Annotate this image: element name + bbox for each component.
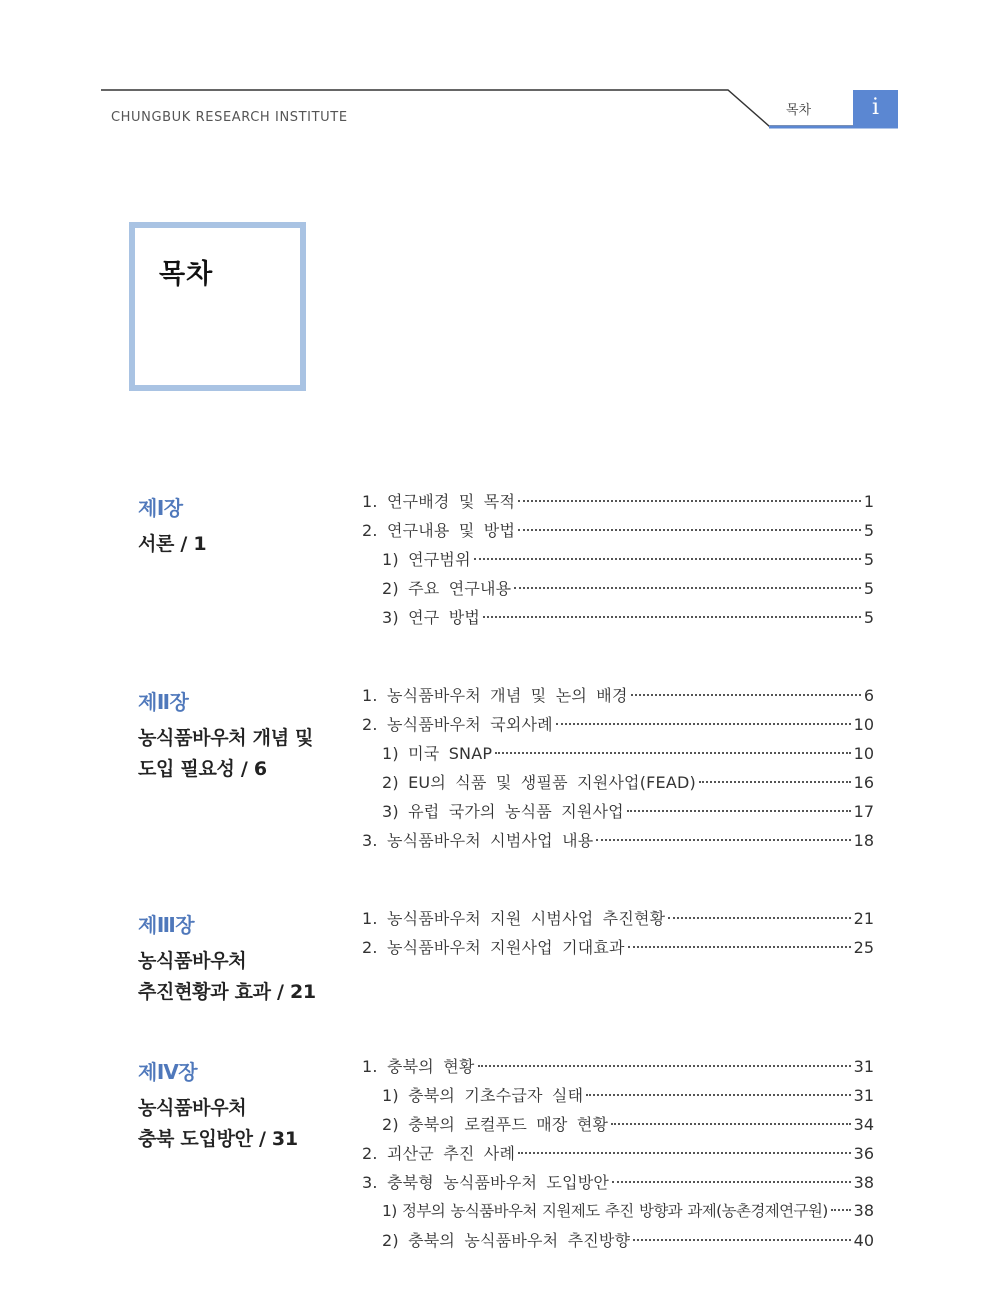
toc-entry-page: 10 bbox=[853, 744, 874, 763]
toc-entry-page: 38 bbox=[853, 1201, 874, 1220]
toc-subentry[interactable] bbox=[362, 1112, 874, 1141]
dot-leader bbox=[631, 694, 861, 696]
header-section-label: 목차 bbox=[786, 103, 812, 118]
toc-subentry[interactable] bbox=[362, 1083, 874, 1112]
chapter-heading bbox=[138, 1056, 348, 1155]
toc-subentry[interactable] bbox=[362, 576, 874, 605]
page-number-badge: i bbox=[853, 90, 898, 127]
dot-leader bbox=[831, 1209, 851, 1211]
toc-entry[interactable] bbox=[362, 1170, 874, 1199]
chapter-heading bbox=[138, 909, 348, 1008]
chapter-number: 제Ⅱ장 bbox=[138, 690, 189, 714]
chapter-number: 제Ⅳ장 bbox=[138, 1060, 198, 1084]
dot-leader bbox=[518, 529, 861, 531]
toc-entry-text: 1) 연구범위 bbox=[382, 550, 471, 569]
toc-entry-text: 1. 충북의 현황 bbox=[362, 1057, 475, 1076]
toc-entry-page: 1 bbox=[863, 492, 874, 511]
toc-subentry[interactable] bbox=[362, 605, 874, 634]
toc-entry-text: 3) 유럽 국가의 농식품 지원사업 bbox=[382, 802, 624, 821]
chapter-title: 서론 / 1 bbox=[138, 533, 207, 555]
toc-list bbox=[362, 489, 874, 634]
chapter-title-line: 농식품바우처 개념 및 bbox=[138, 727, 314, 749]
toc-entry[interactable] bbox=[362, 1141, 874, 1170]
chapter-title-line: 농식품바우처 bbox=[138, 1097, 247, 1119]
title-box bbox=[129, 222, 306, 391]
toc-subentry[interactable] bbox=[362, 1228, 874, 1257]
toc-subentry[interactable] bbox=[362, 770, 874, 799]
toc-subentry[interactable] bbox=[362, 547, 874, 576]
chapter-heading bbox=[138, 686, 348, 785]
toc-entry[interactable] bbox=[362, 935, 874, 964]
toc-entry-page: 6 bbox=[863, 686, 874, 705]
toc-entry-page: 10 bbox=[853, 715, 874, 734]
toc-entry-text: 2) EU의 식품 및 생필품 지원사업(FEAD) bbox=[382, 773, 696, 792]
toc-entry-text: 1. 연구배경 및 목적 bbox=[362, 492, 516, 511]
dot-leader bbox=[611, 1123, 850, 1125]
toc-entry[interactable] bbox=[362, 828, 874, 857]
toc-entry-text: 2) 충북의 로컬푸드 매장 현황 bbox=[382, 1115, 609, 1134]
chapter-title-line: 충북 도입방안 / 31 bbox=[138, 1128, 298, 1150]
toc-entry-text: 2. 농식품바우처 국외사례 bbox=[362, 715, 553, 734]
toc-entry-page: 36 bbox=[853, 1144, 874, 1163]
dot-leader bbox=[518, 1152, 851, 1154]
toc-entry[interactable] bbox=[362, 712, 874, 741]
toc-entry-page: 17 bbox=[853, 802, 874, 821]
page-title: 목차 bbox=[159, 259, 214, 290]
dot-leader bbox=[474, 558, 861, 560]
toc-list bbox=[362, 1054, 874, 1257]
dot-leader bbox=[668, 917, 850, 919]
toc-subentry[interactable] bbox=[362, 741, 874, 770]
toc-entry-text: 1. 농식품바우처 개념 및 논의 배경 bbox=[362, 686, 628, 705]
dot-leader bbox=[628, 946, 851, 948]
toc-entry-page: 34 bbox=[853, 1115, 874, 1134]
toc-entry-text: 2. 연구내용 및 방법 bbox=[362, 521, 516, 540]
toc-entry-page: 21 bbox=[853, 909, 874, 928]
dot-leader bbox=[699, 781, 851, 783]
toc-entry-text: 2) 주요 연구내용 bbox=[382, 579, 512, 598]
toc-entry[interactable] bbox=[362, 518, 874, 547]
chapter-heading bbox=[138, 492, 348, 560]
toc-list bbox=[362, 906, 874, 964]
dot-leader bbox=[596, 839, 850, 841]
chapter-title-line: 추진현황과 효과 / 21 bbox=[138, 981, 316, 1003]
toc-entry-text: 3) 연구 방법 bbox=[382, 608, 481, 627]
toc-entry-text: 1. 농식품바우처 지원 시범사업 추진현황 bbox=[362, 909, 666, 928]
toc-entry-page: 40 bbox=[853, 1231, 874, 1250]
toc-entry-text: 1) 미국 SNAP bbox=[382, 744, 493, 763]
dot-leader bbox=[514, 587, 860, 589]
toc-entry-text: 3. 농식품바우처 시범사업 내용 bbox=[362, 831, 594, 850]
chapter-number: 제Ⅲ장 bbox=[138, 913, 195, 937]
toc-entry[interactable] bbox=[362, 683, 874, 712]
toc-entry-page: 5 bbox=[863, 550, 874, 569]
toc-entry-page: 18 bbox=[853, 831, 874, 850]
toc-entry-page: 31 bbox=[853, 1057, 874, 1076]
toc-entry[interactable] bbox=[362, 1054, 874, 1083]
toc-subentry[interactable] bbox=[362, 799, 874, 828]
toc-entry-page: 5 bbox=[863, 521, 874, 540]
dot-leader bbox=[612, 1181, 851, 1183]
chapter-number: 제Ⅰ장 bbox=[138, 496, 183, 520]
toc-entry[interactable] bbox=[362, 906, 874, 935]
toc-entry-page: 38 bbox=[853, 1173, 874, 1192]
chapter-title-line: 농식품바우처 bbox=[138, 950, 247, 972]
toc-entry-page: 16 bbox=[853, 773, 874, 792]
toc-entry-page: 25 bbox=[853, 938, 874, 957]
dot-leader bbox=[478, 1065, 851, 1067]
toc-entry[interactable] bbox=[362, 489, 874, 518]
dot-leader bbox=[556, 723, 851, 725]
toc-entry-text: 1) 정부의 농식품바우처 지원제도 추진 방향과 과제(농촌경제연구원) bbox=[382, 1202, 828, 1220]
toc-entry-page: 5 bbox=[863, 579, 874, 598]
toc-subentry[interactable] bbox=[362, 1199, 874, 1228]
chapter-title-line: 도입 필요성 / 6 bbox=[138, 758, 267, 780]
dot-leader bbox=[633, 1239, 850, 1241]
dot-leader bbox=[483, 616, 861, 618]
toc-entry-text: 3. 충북형 농식품바우처 도입방안 bbox=[362, 1173, 610, 1192]
dot-leader bbox=[586, 1094, 850, 1096]
toc-list bbox=[362, 683, 874, 857]
dot-leader bbox=[495, 752, 850, 754]
toc-entry-text: 2. 농식품바우처 지원사업 기대효과 bbox=[362, 938, 625, 957]
toc-entry-page: 5 bbox=[863, 608, 874, 627]
toc-entry-text: 2. 괴산군 추진 사례 bbox=[362, 1144, 516, 1163]
toc-entry-page: 31 bbox=[853, 1086, 874, 1105]
dot-leader bbox=[627, 810, 851, 812]
dot-leader bbox=[518, 500, 861, 502]
institute-name: CHUNGBUK RESEARCH INSTITUTE bbox=[111, 110, 348, 125]
toc-entry-text: 1) 충북의 기초수급자 실태 bbox=[382, 1086, 584, 1105]
toc-entry-text: 2) 충북의 농식품바우처 추진방향 bbox=[382, 1231, 631, 1250]
